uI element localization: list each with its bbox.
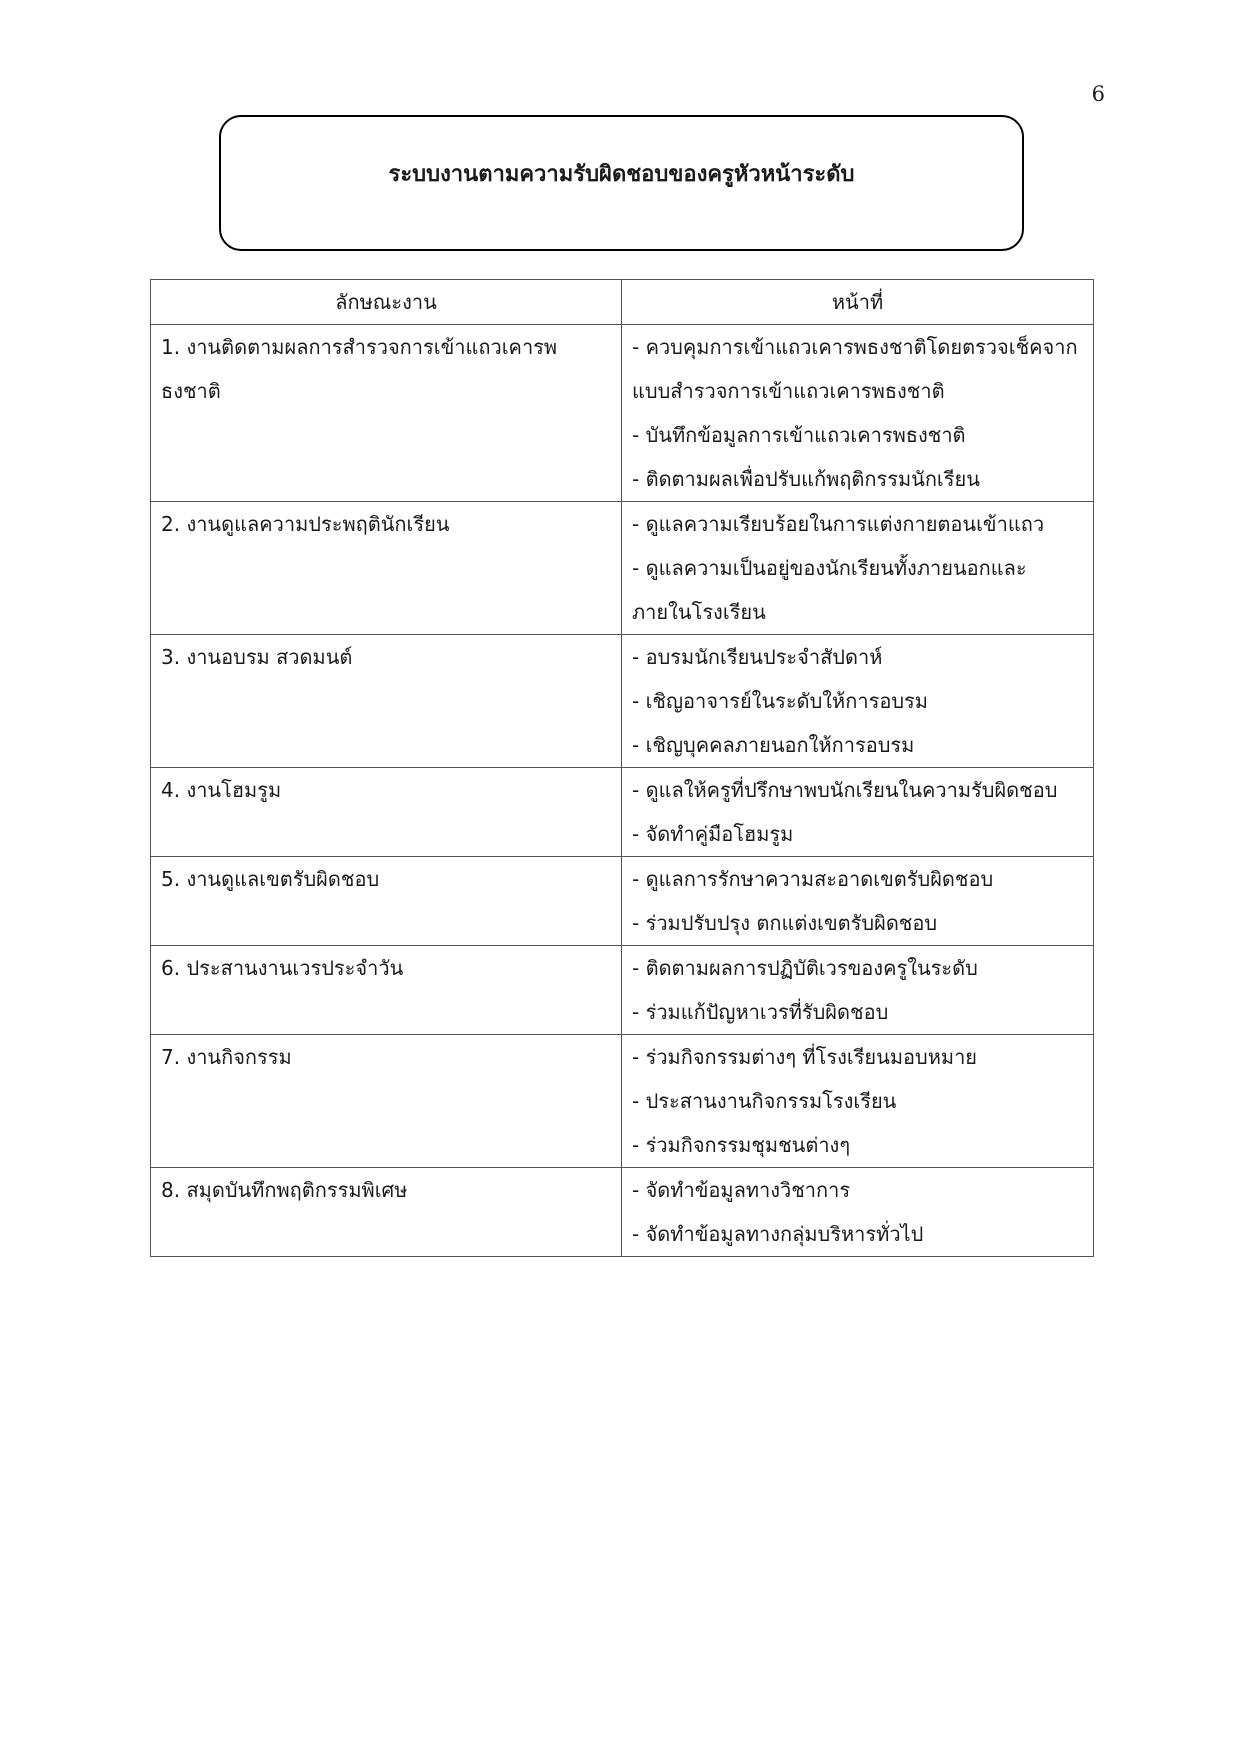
task-cell: 3. งานอบรม สวดมนต์ xyxy=(151,635,622,768)
header-duties: หน้าที่ xyxy=(622,280,1094,325)
duty-line: - จัดทำข้อมูลทางกลุ่มบริหารทั่วไป xyxy=(632,1222,924,1246)
task-cell: 8. สมุดบันทึกพฤติกรรมพิเศษ xyxy=(151,1168,622,1257)
duty-line: - ควบคุมการเข้าแถวเคารพธงชาติโดยตรวจเช็คจาก xyxy=(632,335,1078,359)
duty-line: - จัดทำคู่มือโฮมรูม xyxy=(632,822,794,846)
duties-cell xyxy=(622,946,1094,1035)
duty-table xyxy=(150,279,1094,1257)
table-row xyxy=(151,635,1094,768)
duties-cell xyxy=(622,1035,1094,1168)
duty-line: - ร่วมกิจกรรมต่างๆ ที่โรงเรียนมอบหมาย xyxy=(632,1045,978,1069)
page-number: 6 xyxy=(1091,82,1105,106)
duty-line: - อบรมนักเรียนประจำสัปดาห์ xyxy=(632,645,883,669)
duty-line: - บันทึกข้อมูลการเข้าแถวเคารพธงชาติ xyxy=(632,423,966,447)
duty-line: - เชิญบุคคลภายนอกให้การอบรม xyxy=(632,733,915,757)
task-cell: 6. ประสานงานเวรประจำวัน xyxy=(151,946,622,1035)
task-cell: 1. งานติดตามผลการสำรวจการเข้าแถวเคารพธงชาติ xyxy=(151,325,622,502)
duty-line: - จัดทำข้อมูลทางวิชาการ xyxy=(632,1178,851,1202)
duty-line: - ดูแลความเรียบร้อยในการแต่งกายตอนเข้าแถว xyxy=(632,512,1045,536)
duty-line: - ร่วมปรับปรุง ตกแต่งเขตรับผิดชอบ xyxy=(632,911,938,935)
duty-line: แบบสำรวจการเข้าแถวเคารพธงชาติ xyxy=(632,379,945,403)
duties-cell xyxy=(622,857,1094,946)
duties-cell xyxy=(622,635,1094,768)
duties-cell xyxy=(622,1168,1094,1257)
table-row xyxy=(151,768,1094,857)
duty-line: - ดูแลการรักษาความสะอาดเขตรับผิดชอบ xyxy=(632,867,994,891)
duty-line: - ประสานงานกิจกรรมโรงเรียน xyxy=(632,1089,897,1113)
duty-line: - ดูแลให้ครูที่ปรึกษาพบนักเรียนในความรับผิดชอบ xyxy=(632,778,1058,802)
document-title: ระบบงานตามความรับผิดชอบของครูหัวหน้าระดับ xyxy=(388,162,855,187)
duty-line: ภายในโรงเรียน xyxy=(632,600,766,624)
table-row xyxy=(151,325,1094,502)
duties-cell xyxy=(622,768,1094,857)
table-row xyxy=(151,1168,1094,1257)
task-cell: 7. งานกิจกรรม xyxy=(151,1035,622,1168)
table-row xyxy=(151,1035,1094,1168)
task-cell: 2. งานดูแลความประพฤตินักเรียน xyxy=(151,502,622,635)
table-row xyxy=(151,946,1094,1035)
duty-line: - เชิญอาจารย์ในระดับให้การอบรม xyxy=(632,689,928,713)
duty-line: - ร่วมแก้ปัญหาเวรที่รับผิดชอบ xyxy=(632,1000,889,1024)
duties-cell xyxy=(622,325,1094,502)
header-task-type: ลักษณะงาน xyxy=(151,280,622,325)
task-cell: 5. งานดูแลเขตรับผิดชอบ xyxy=(151,857,622,946)
task-cell: 4. งานโฮมรูม xyxy=(151,768,622,857)
duty-line: - ดูแลความเป็นอยู่ของนักเรียนทั้งภายนอกและ xyxy=(632,556,1027,580)
duty-line: - ติดตามผลเพื่อปรับแก้พฤติกรรมนักเรียน xyxy=(632,467,980,491)
duties-cell xyxy=(622,502,1094,635)
table-row xyxy=(151,857,1094,946)
duty-line: - ร่วมกิจกรรมชุมชนต่างๆ xyxy=(632,1133,851,1157)
table-header-row xyxy=(151,280,1094,325)
table-row xyxy=(151,502,1094,635)
duty-line: - ติดตามผลการปฏิบัติเวรของครูในระดับ xyxy=(632,956,978,980)
